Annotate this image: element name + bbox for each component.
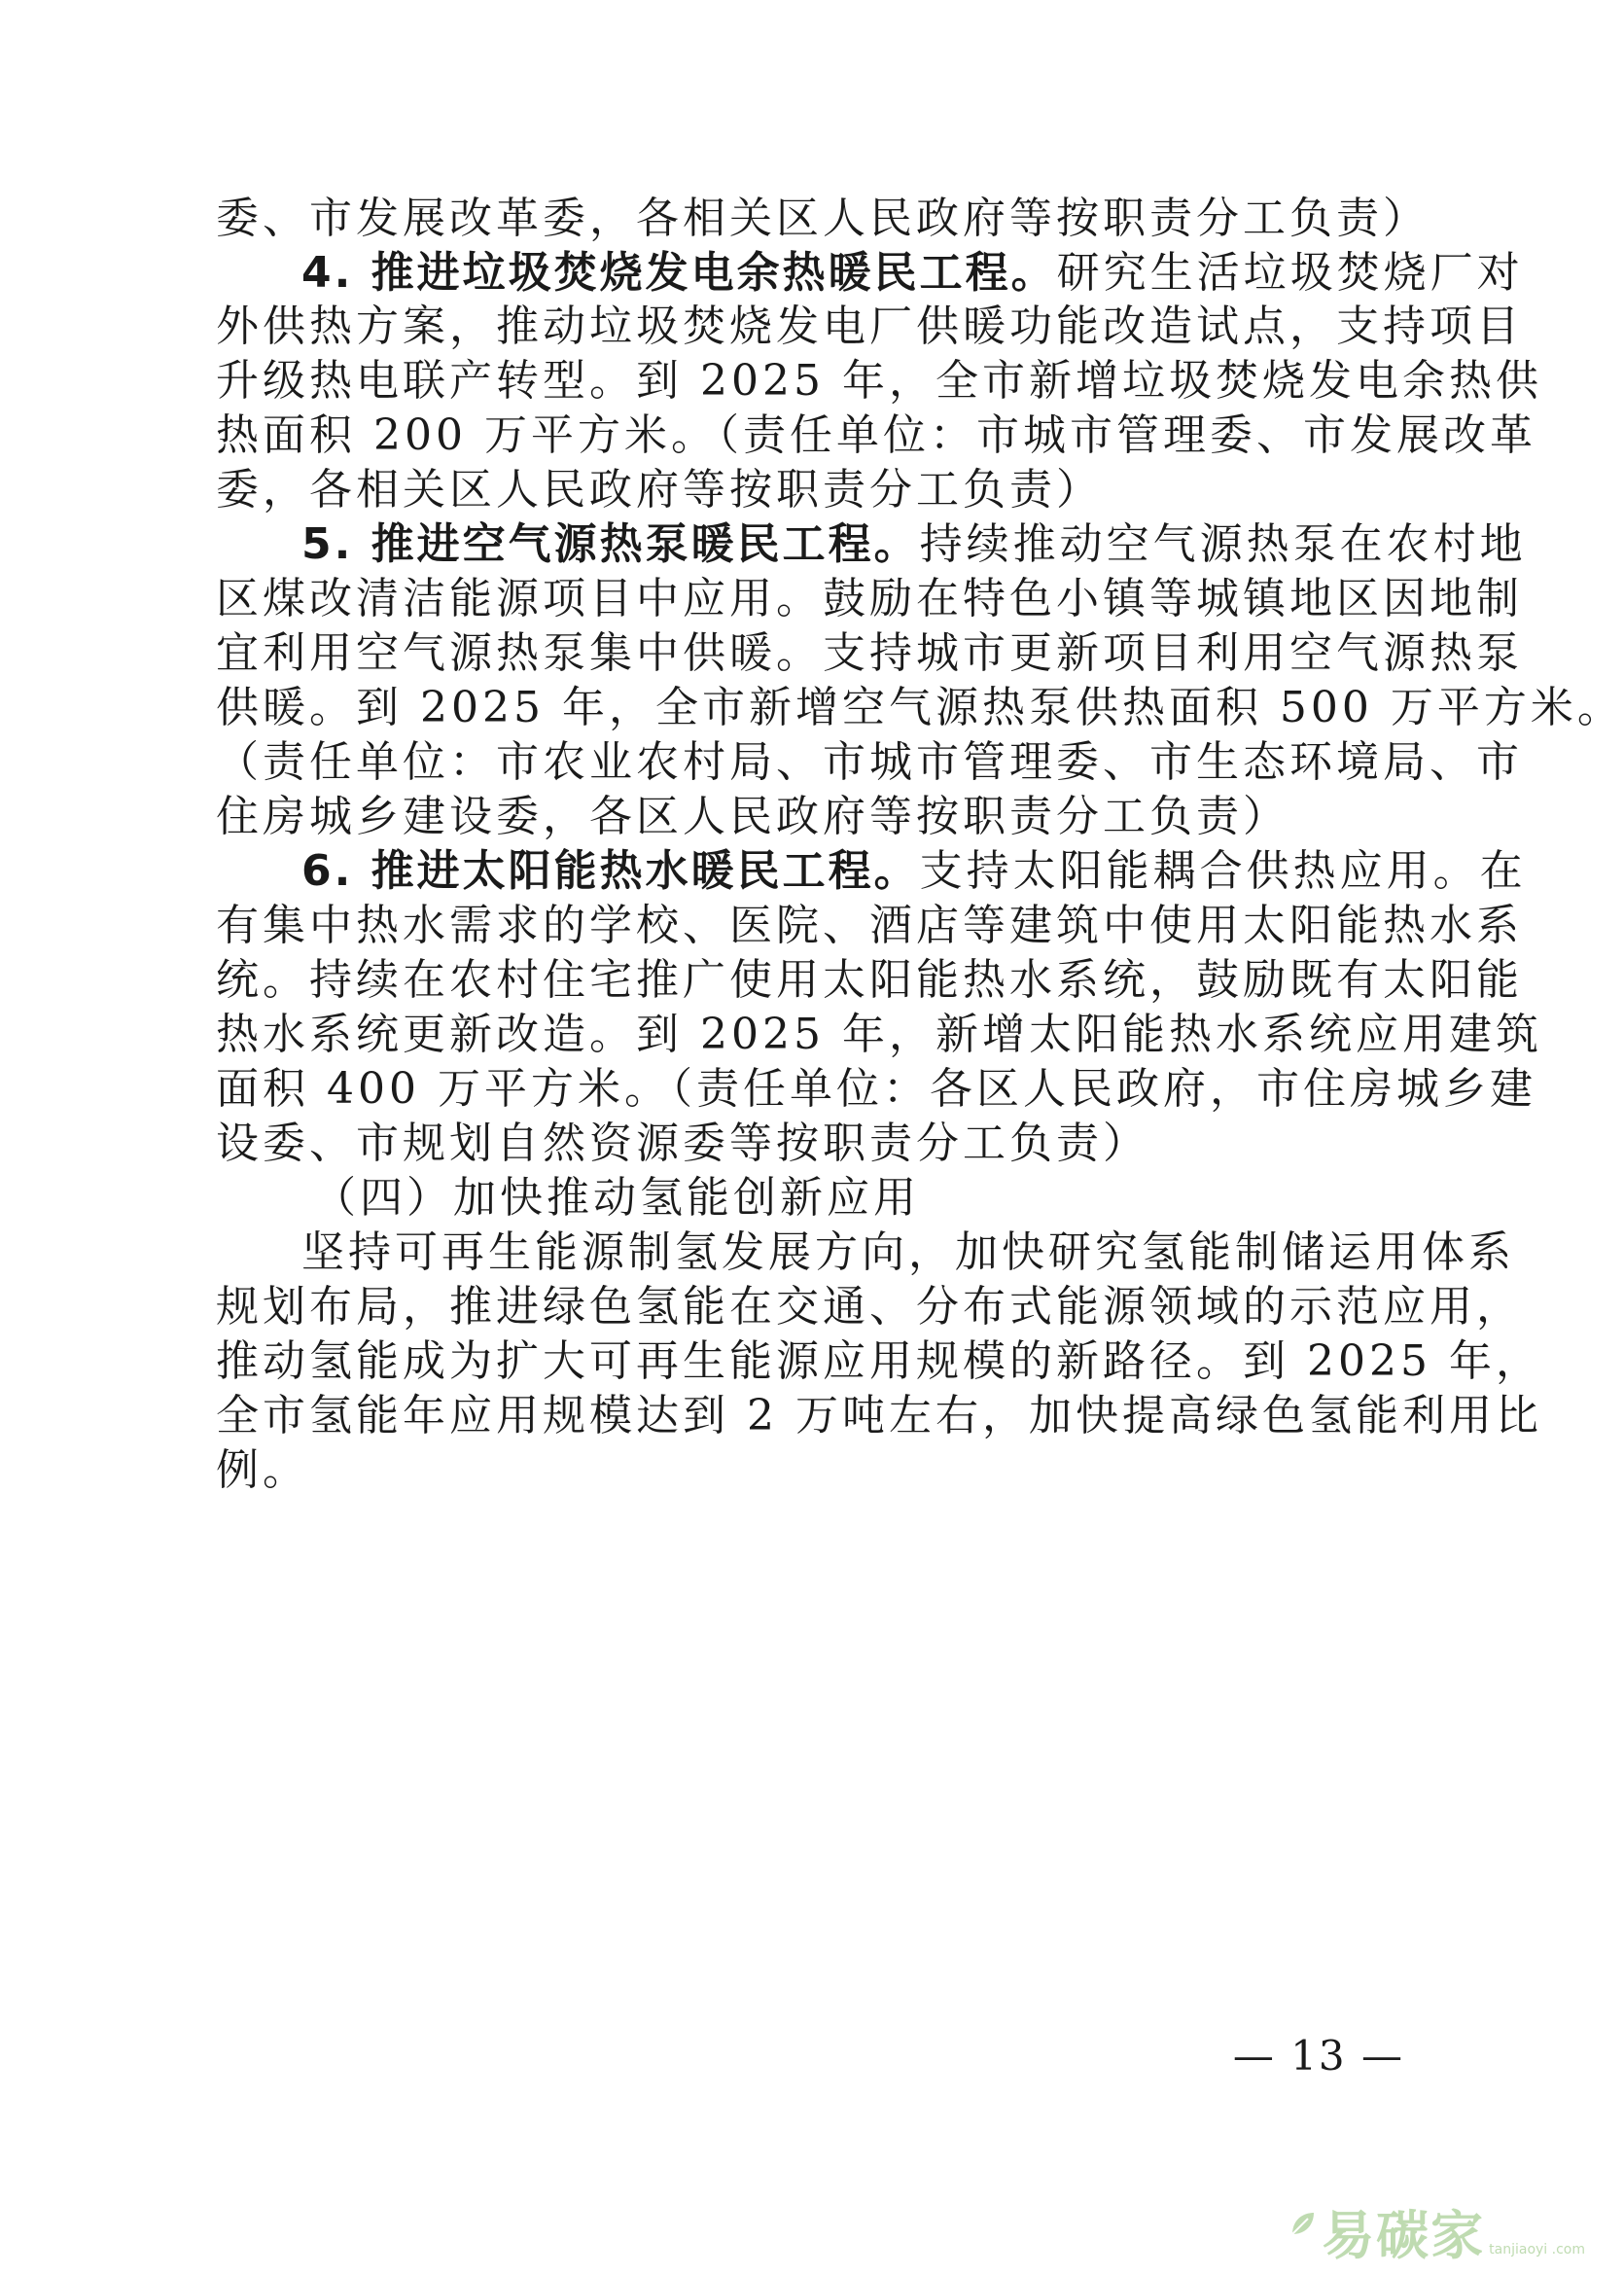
body-line: 供暖。到 2025 年，全市新增空气源热泵供热面积 500 万平方米。 xyxy=(216,683,1624,732)
body-line: 全市氢能年应用规模达到 2 万吨左右，加快提高绿色氢能利用比 xyxy=(216,1391,1542,1440)
body-line: 推动氢能成为扩大可再生能源应用规模的新路径。到 2025 年， xyxy=(216,1336,1542,1386)
body-line: 外供热方案，推动垃圾焚烧发电厂供暖功能改造试点，支持项目 xyxy=(216,302,1523,351)
body-line: 升级热电联产转型。到 2025 年，全市新增垃圾焚烧发电余热供 xyxy=(216,356,1542,406)
item-heading-line: 6. 推进太阳能热水暖民工程。支持太阳能耦合供热应用。在 xyxy=(301,846,1527,896)
body-line: 委、市发展改革委，各相关区人民政府等按职责分工负责） xyxy=(216,194,1430,243)
body-line: 规划布局，推进绿色氢能在交通、分布式能源领域的示范应用， xyxy=(216,1282,1523,1332)
body-line: 区煤改清洁能源项目中应用。鼓励在特色小镇等城镇地区因地制 xyxy=(216,574,1523,623)
body-line: 坚持可再生能源制氢发展方向，加快研究氢能制储运用体系 xyxy=(301,1227,1515,1277)
section-heading: （四）加快推动氢能创新应用 xyxy=(313,1173,920,1223)
body-line: 设委、市规划自然资源委等按职责分工负责） xyxy=(216,1119,1149,1168)
body-line: 例。 xyxy=(216,1445,309,1495)
body-line: 宜利用空气源热泵集中供暖。支持城市更新项目利用空气源热泵 xyxy=(216,628,1523,678)
body-line: （责任单位：市农业农村局、市城市管理委、市生态环境局、市 xyxy=(216,737,1523,787)
body-line: 住房城乡建设委，各区人民政府等按职责分工负责） xyxy=(216,792,1289,841)
item-6-heading: 6. 推进太阳能热水暖民工程。 xyxy=(301,846,920,896)
body-line: 热水系统更新改造。到 2025 年，新增太阳能热水系统应用建筑 xyxy=(216,1010,1542,1059)
watermark-domain: tanjiaoyi .com xyxy=(1489,2242,1585,2257)
watermark-text: 易碳家 xyxy=(1322,2205,1486,2266)
body-line: 统。持续在农村住宅推广使用太阳能热水系统，鼓励既有太阳能 xyxy=(216,955,1523,1005)
body-line: 热面积 200 万平方米。（责任单位：市城市管理委、市发展改革 xyxy=(216,410,1536,460)
body-line: 委，各相关区人民政府等按职责分工负责） xyxy=(216,465,1103,515)
item-5-heading: 5. 推进空气源热泵暖民工程。 xyxy=(301,519,920,569)
body-line: 有集中热水需求的学校、医院、酒店等建筑中使用太阳能热水系 xyxy=(216,901,1523,950)
body-line: 面积 400 万平方米。（责任单位：各区人民政府，市住房城乡建 xyxy=(216,1064,1536,1114)
watermark-logo xyxy=(1289,2207,1585,2265)
leaf-icon xyxy=(1289,2209,1318,2238)
page-number: — 13 — xyxy=(1232,2032,1404,2079)
item-heading-line: 5. 推进空气源热泵暖民工程。持续推动空气源热泵在农村地 xyxy=(301,519,1527,569)
item-heading-line: 4. 推进垃圾焚烧发电余热暖民工程。研究生活垃圾焚烧厂对 xyxy=(301,248,1524,298)
item-4-heading: 4. 推进垃圾焚烧发电余热暖民工程。 xyxy=(301,248,1057,298)
